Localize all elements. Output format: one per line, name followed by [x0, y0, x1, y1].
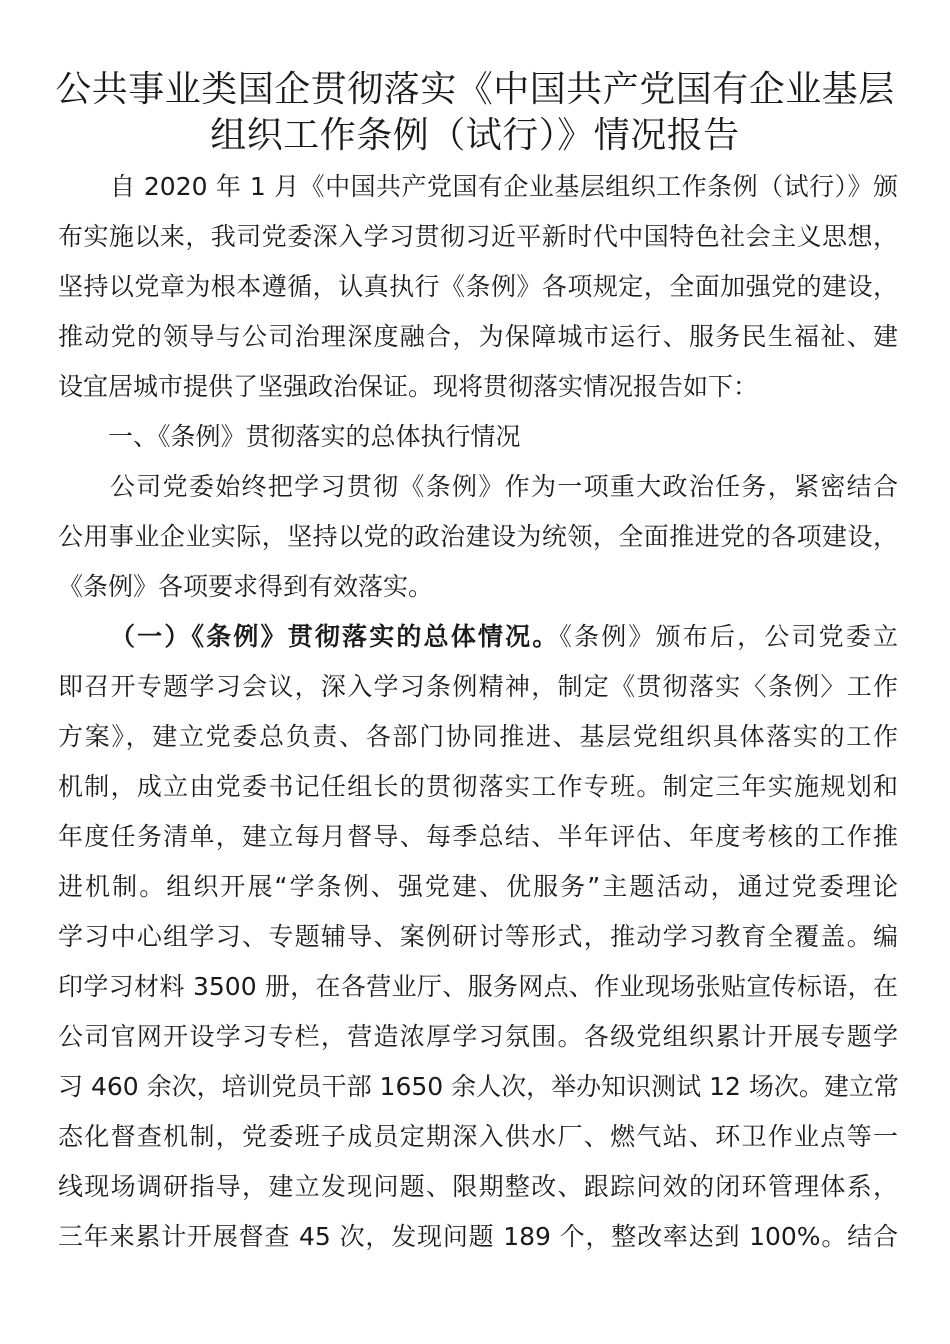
- paragraph-line: 线现场调研指导，建立发现问题、限期整改、跟踪问效的闭环管理体系，: [58, 1172, 898, 1201]
- paragraph-line: 即召开专题学习会议，深入学习条例精神，制定《贯彻落实〈条例〉工作: [58, 672, 898, 701]
- paragraph-line: 进机制。组织开展“学条例、强党建、优服务”主题活动，通过党委理论: [58, 872, 898, 901]
- paragraph-line: 公司党委始终把学习贯彻《条例》作为一项重大政治任务，紧密结合: [110, 472, 898, 501]
- paragraph-line: 公用事业企业实际，坚持以党的政治建设为统领，全面推进党的各项建设，: [58, 522, 898, 551]
- paragraph-line: [110, 620, 898, 654]
- subsection-heading: （一）《条例》贯彻落实的总体情况。: [110, 622, 560, 651]
- paragraph-line: 设宜居城市提供了坚强政治保证。现将贯彻落实情况报告如下：: [58, 372, 759, 401]
- paragraph-line: 坚持以党章为根本遵循，认真执行《条例》各项规定，全面加强党的建设，: [58, 272, 898, 301]
- paragraph-line: 三年来累计开展督查 45 次，发现问题 189 个，整改率达到 100%。结合: [58, 1222, 898, 1251]
- paragraph-line: 布实施以来，我司党委深入学习贯彻习近平新时代中国特色社会主义思想，: [58, 222, 898, 251]
- section-heading: 一、《条例》贯彻落实的总体执行情况: [108, 422, 521, 451]
- paragraph-line: 方案》，建立党委总负责、各部门协同推进、基层党组织具体落实的工作: [58, 722, 898, 751]
- paragraph-line: 习 460 余次，培训党员干部 1650 余人次，举办知识测试 12 场次。建立常: [58, 1072, 899, 1101]
- document-title-line-2: 组织工作条例（试行）》情况报告: [210, 115, 740, 156]
- document-title-line-1: 公共事业类国企贯彻落实《中国共产党国有企业基层: [55, 69, 895, 110]
- paragraph-text: 《条例》颁布后，公司党委立: [559, 622, 898, 651]
- paragraph-line: 自 2020 年 1 月《中国共产党国有企业基层组织工作条例（试行）》颁: [110, 172, 898, 201]
- paragraph-line: 《条例》各项要求得到有效落实。: [58, 572, 434, 601]
- paragraph-line: 印学习材料 3500 册，在各营业厅、服务网点、作业现场张贴宣传标语，在: [58, 972, 898, 1001]
- paragraph-line: 态化督查机制，党委班子成员定期深入供水厂、燃气站、环卫作业点等一: [58, 1122, 898, 1151]
- paragraph-line: 机制，成立由党委书记任组长的贯彻落实工作专班。制定三年实施规划和: [58, 772, 898, 801]
- paragraph-line: 推动党的领导与公司治理深度融合，为保障城市运行、服务民生福祉、建: [58, 322, 898, 351]
- paragraph-line: 学习中心组学习、专题辅导、案例研讨等形式，推动学习教育全覆盖。编: [58, 922, 898, 951]
- paragraph-line: 公司官网开设学习专栏，营造浓厚学习氛围。各级党组织累计开展专题学: [58, 1022, 898, 1051]
- paragraph-line: 年度任务清单，建立每月督导、每季总结、半年评估、年度考核的工作推: [58, 822, 898, 851]
